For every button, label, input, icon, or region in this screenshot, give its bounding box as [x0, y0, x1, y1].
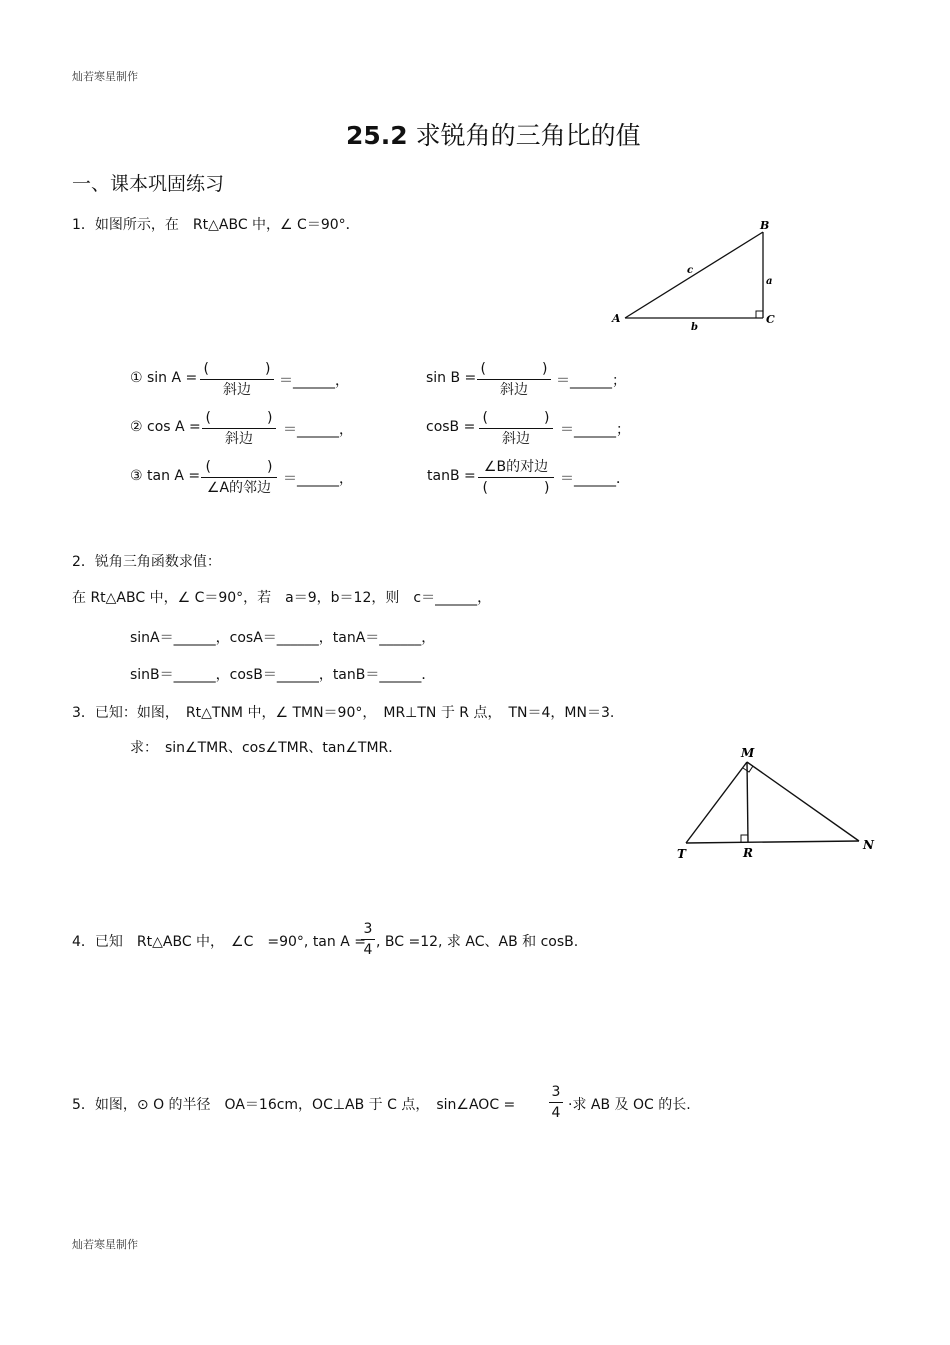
q1-row2-left-fraction: [202, 409, 276, 448]
q1-row3-left-prefix: ③ tan A =: [130, 468, 201, 484]
q1-label-B: B: [760, 219, 770, 232]
q4-fraction: [361, 920, 375, 959]
q1-stem: 1．如图所示，在 Rt△ABC 中，∠ C＝90°．: [72, 217, 360, 233]
fraction-denominator: 斜边: [225, 431, 253, 447]
q2-given: 在 Rt△ABC 中，∠ C＝90°，若 a＝9，b＝12，则 c＝______，: [72, 590, 492, 606]
fraction-bar: [201, 477, 277, 478]
q5-fraction: [549, 1083, 563, 1122]
q2-line-b: sinB＝______，cosB＝______，tanB＝______．: [130, 667, 436, 683]
fraction-denominator: 4: [363, 942, 373, 958]
fraction-bar: [361, 939, 375, 940]
fraction-denominator: 斜边: [500, 382, 528, 398]
q5-suffix: ·求 AB 及 OC 的长.: [568, 1097, 691, 1113]
q1-row2-left-blank: ＝______，: [283, 422, 353, 438]
fraction-numerator: ( ): [482, 410, 550, 426]
q1-row1-right-prefix: sin B =: [426, 370, 477, 386]
fraction-denominator: 斜边: [223, 382, 251, 398]
q1-label-C: C: [766, 313, 775, 326]
q1-row1-right-fraction: [477, 360, 551, 399]
q3-label-N: N: [863, 838, 874, 852]
fraction-denominator: ( ): [482, 480, 550, 496]
q3-ask: 求： sin∠TMR、cos∠TMR、tan∠TMR．: [130, 740, 403, 756]
q1-triangle-figure: [605, 215, 795, 335]
q4-suffix: , BC =12, 求 AC、AB 和 cosB.: [376, 934, 579, 950]
q1-row1-left-blank: ＝______，: [279, 373, 349, 389]
fraction-numerator: ( ): [480, 361, 548, 377]
q3-label-R: R: [743, 846, 753, 860]
page-title: [346, 116, 641, 152]
fraction-numerator: 3: [551, 1084, 561, 1100]
fraction-bar: [549, 1102, 563, 1103]
fraction-numerator: 3: [363, 921, 373, 937]
q3-side-TM: [686, 762, 747, 843]
q1-row3-right-blank: ＝______．: [560, 471, 630, 487]
fraction-numerator: ( ): [205, 410, 273, 426]
fraction-denominator: 斜边: [502, 431, 530, 447]
q3-stem: 3．已知：如图， Rt△TNM 中，∠ TMN＝90°， MR⊥TN 于 R 点， TN＝4，MN＝3.: [72, 705, 615, 721]
q3-right-angle-mark-M: [743, 766, 753, 772]
q1-row2-right-prefix: cosB =: [426, 419, 476, 435]
fraction-numerator: ( ): [203, 361, 271, 377]
fraction-denominator: 4: [551, 1105, 561, 1121]
q3-triangle-figure: [672, 742, 882, 864]
section-heading: 一、课本巩固练习: [72, 173, 225, 195]
fraction-denominator: ∠A的邻边: [206, 480, 272, 496]
q3-side-MN: [747, 762, 859, 841]
q1-row2-left-prefix: ② cos A =: [130, 419, 201, 435]
page-header: 灿若寒星制作: [72, 70, 138, 83]
fraction-bar: [479, 428, 553, 429]
fraction-bar: [478, 477, 554, 478]
q3-label-M: M: [741, 746, 755, 760]
page-footer: 灿若寒星制作: [72, 1238, 138, 1251]
q1-row3-left-fraction: [201, 458, 277, 497]
q1-label-A: A: [612, 312, 621, 325]
q1-row1-left-prefix: ① sin A =: [130, 370, 198, 386]
title-number: 25.2: [346, 121, 408, 150]
q2-line-a: sinA＝______，cosA＝______，tanA＝______，: [130, 630, 436, 646]
q5-prefix: 5．如图，⊙ O 的半径 OA＝16cm，OC⊥AB 于 C 点， sin∠AOC =: [72, 1097, 516, 1113]
q4-prefix: 4．已知 Rt△ABC 中， ∠C =90°, tan A =: [72, 934, 366, 950]
q3-altitude-MR: [747, 762, 748, 842]
q1-side-c: [625, 232, 763, 318]
title-text: 求锐角的三角比的值: [415, 121, 641, 150]
q1-row1-left-fraction: [200, 360, 274, 399]
q1-row3-right-prefix: tanB =: [427, 468, 476, 484]
fraction-bar: [200, 379, 274, 380]
fraction-bar: [477, 379, 551, 380]
q1-row2-right-fraction: [479, 409, 553, 448]
q3-side-TN: [686, 841, 859, 843]
q1-label-b: b: [691, 322, 698, 333]
q3-right-angle-mark-R: [741, 835, 748, 842]
fraction-bar: [202, 428, 276, 429]
q1-row1-right-blank: ＝______；: [556, 373, 626, 389]
q1-row3-right-fraction: [478, 458, 554, 497]
q3-label-T: T: [677, 847, 686, 861]
q2-stem: 2．锐角三角函数求值：: [72, 554, 221, 570]
q1-label-c: c: [687, 265, 694, 276]
q1-row3-left-blank: ＝______，: [283, 471, 353, 487]
fraction-numerator: ( ): [205, 459, 273, 475]
q1-row2-right-blank: ＝______；: [560, 422, 630, 438]
fraction-numerator: ∠B的对边: [483, 459, 549, 475]
q1-label-a: a: [766, 276, 773, 287]
q1-right-angle-mark: [756, 311, 763, 318]
